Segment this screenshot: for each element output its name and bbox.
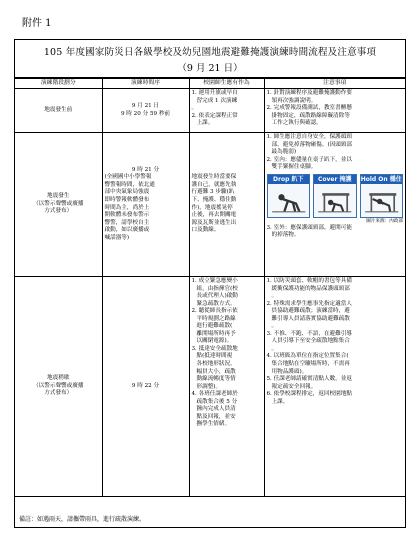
attachment-label: 附件 1 [22, 18, 52, 29]
note-line: 。 [271, 293, 278, 300]
pictogram-credit: 圖片來源：內政部 [366, 218, 403, 224]
stage-text: 方式發布） [44, 390, 73, 397]
action-line: 點及回報，並安 [196, 413, 236, 420]
note-line: 2. 室內：應儘量在桌子趴下，並以 [266, 156, 352, 163]
table-row-quake-subsides [15, 277, 405, 497]
drop-figure-icon [268, 184, 310, 217]
stage-text: 地震發生前 [44, 106, 73, 113]
action-line: 鐘內完成人員清 [196, 406, 236, 413]
stage-cell [15, 277, 102, 497]
title-line-2: （9 月 21 日） [177, 63, 243, 74]
notes-cell [264, 89, 405, 133]
action-line: 長或代理人)啟動 [196, 293, 238, 300]
action-line: 2. 依表定課程正常 [191, 112, 238, 119]
action-line: 上課。 [196, 120, 214, 127]
rain-footnote: 備註：如遇雨天，請攜帶雨具，進行疏散演練。 [19, 516, 146, 523]
action-line: 撫學生情緒。 [196, 421, 231, 428]
action-line: 幅員大小，疏散 [196, 368, 236, 375]
actions-cell [189, 277, 264, 497]
time-line: 開軟體未發布警示 [104, 212, 150, 219]
action-line: 平時規劃之路線 [196, 315, 236, 322]
action-line: 組，由指揮官(校 [196, 285, 238, 292]
action-line: 下、掩護、穩住動 [191, 196, 237, 203]
note-line: 難引導人員請落實協助避難疏散 [271, 315, 350, 322]
note-line: 人員引導下至安全疏散地點集合 [271, 338, 350, 345]
note-line: 2. 完成警報設備測試，教室書櫃懸 [266, 105, 352, 112]
note-line: 1. 以防災頭套、軟帽的書包等具備 [266, 278, 352, 284]
time-line: 時間為主，尚於上 [104, 204, 150, 211]
action-line: 作)，地震搖晃停 [191, 204, 233, 211]
time-line: 即時警報軟體發布 [104, 196, 150, 203]
stage-cell [15, 89, 102, 133]
time-line: (全國國中小學警報 [104, 174, 152, 181]
schedule-document [14, 39, 406, 528]
time-line: 響警報時間，依北通 [104, 181, 155, 188]
note-line: 掛物固定，疏散路線障礙清除等 [271, 112, 350, 119]
note-line: 集合地點在空曠場所時，不需再 [271, 361, 350, 368]
header-stage: 演練階段劃分 [15, 79, 102, 89]
cover-figure-icon [314, 184, 356, 217]
action-line: 4. 各班任課老師於 [191, 391, 238, 398]
note-line: 6. 依學校課程排定，返回校園地點 [266, 391, 352, 398]
stage-text: 地震稍歇 [47, 375, 70, 382]
notes-cell [264, 277, 405, 497]
time-line: 啟動，如以廣播或 [104, 227, 150, 234]
stage-text: （以警示聲響或廣播 [33, 200, 84, 207]
action-line: 1. 運用升旗或早自 [191, 90, 238, 96]
pictogram-hold-on [360, 174, 404, 218]
note-line: 部，避免掉落物砸傷。(因頭頸部 [271, 141, 352, 148]
pictogram-label: Cover 掩護 [314, 175, 356, 184]
action-line: 3. 抵達安全疏散地 [191, 345, 238, 352]
time-line: 響警，請學校自主 [104, 219, 150, 226]
note-line: 1. 針對演練程序及避難掩護動作要 [266, 90, 352, 96]
action-line: 疏散集合後 5 分 [196, 398, 238, 405]
action-line: 1. 成立緊急應變小 [191, 278, 238, 284]
note-line: 報定疏安全回報。 [271, 383, 317, 390]
title-line-1: 105 年度國家防災日各級學校及幼兒園地震避難掩護演練時間流程及注意事項 [43, 47, 377, 58]
pictogram-cover [313, 174, 357, 218]
note-line: 用物品護頭)。 [271, 368, 308, 375]
stage-text: （以警示聲響或廣播 [33, 382, 84, 389]
stage-text: 地震發生 [47, 193, 70, 200]
time-line: 喊話器等) [104, 234, 130, 241]
time-line: 9 時 21 分 [131, 166, 160, 173]
pictogram-label: Drop 趴下 [268, 175, 310, 184]
action-line: 行避難 3 步驟(趴 [191, 189, 235, 196]
time-line: 部中央氣象局強震 [104, 189, 150, 196]
action-line: 。 [191, 105, 198, 112]
action-line: 形調整)。 [196, 383, 222, 390]
note-line: 雙手緊握住桌腳。 [271, 164, 317, 171]
action-line: 各校地形狀況， [196, 361, 236, 368]
note-line: 1. 師生應注意自身安全，保護頭頸 [266, 134, 352, 140]
note-line: 最為脆弱) [271, 149, 297, 156]
time-cell [102, 133, 189, 277]
note-line: 4. 以班級為單位在指定位置集合( [266, 353, 349, 360]
action-line: 地震發生時當要保 [191, 174, 237, 181]
note-line: 的掉落物。 [271, 232, 300, 239]
action-line: 口及動線。 [191, 227, 220, 234]
action-line: 習完成 1 次演練 [196, 97, 238, 104]
table-header-row [15, 79, 405, 89]
pictogram-drop [267, 174, 311, 218]
note-line: 員協助避難疏散；演練當時，避 [271, 308, 350, 315]
drill-schedule-table [15, 78, 405, 497]
document-title [15, 40, 405, 78]
note-line: 領再次強調說明。 [271, 97, 317, 104]
stage-cell [15, 133, 102, 277]
note-line: 。 [271, 323, 278, 330]
time-cell [102, 89, 189, 133]
note-line: 2. 特殊需求學生應事先指定適當人 [266, 300, 352, 307]
time-line: 9 時 20 分 59 秒前 [120, 110, 171, 117]
note-line: 緩衝保護功能的物品保護頭頸部 [271, 285, 350, 292]
action-line: 離開場所時再予 [196, 330, 236, 337]
header-time: 演練時間序 [102, 79, 189, 89]
header-actions: 校園師生應有作為 [189, 79, 264, 89]
note-line: 5. 任課老師請確實清點人數，並返 [266, 376, 352, 383]
time-line: 9 時 22 分 [131, 382, 160, 389]
actions-cell [189, 89, 264, 133]
table-row-before-quake [15, 89, 405, 133]
drop-cover-hold-pictograms [267, 174, 404, 218]
action-line: 點(抵達時間視 [196, 353, 233, 360]
action-line: 止後，再去開關電 [191, 212, 237, 219]
time-line: 9 月 21 日 [131, 102, 160, 109]
action-line: 2. 聽從師長指示依 [191, 308, 238, 315]
action-line: 動線流暢度等情 [196, 376, 236, 383]
notes-cell [264, 133, 405, 277]
pictogram-label: Hold On 穩住 [360, 175, 402, 183]
note-line: 工作之執行與確認。 [271, 120, 322, 127]
hold-on-figure-icon [361, 184, 403, 217]
action-line: 護自己，就應先執 [191, 181, 237, 188]
note-line: 上課。 [271, 398, 289, 405]
note-line: 3. 室外：應保護頭頸部，避開可能 [266, 224, 352, 231]
action-line: 以關閉電源)。 [196, 338, 233, 345]
stage-text: 方式發布） [44, 208, 73, 215]
action-line: 緊急疏散方式。 [196, 300, 236, 307]
action-line: 源及瓦斯並逃生出 [191, 219, 237, 226]
note-line: 3. 不推、不跑、不語，在避難引導 [266, 330, 352, 337]
table-row-quake-occurs [15, 133, 405, 277]
note-line: 。 [271, 345, 278, 352]
actions-cell [189, 133, 264, 277]
time-cell [102, 277, 189, 497]
header-notes: 注意事項 [264, 79, 405, 89]
action-line: 進行避難疏散( [196, 323, 233, 330]
